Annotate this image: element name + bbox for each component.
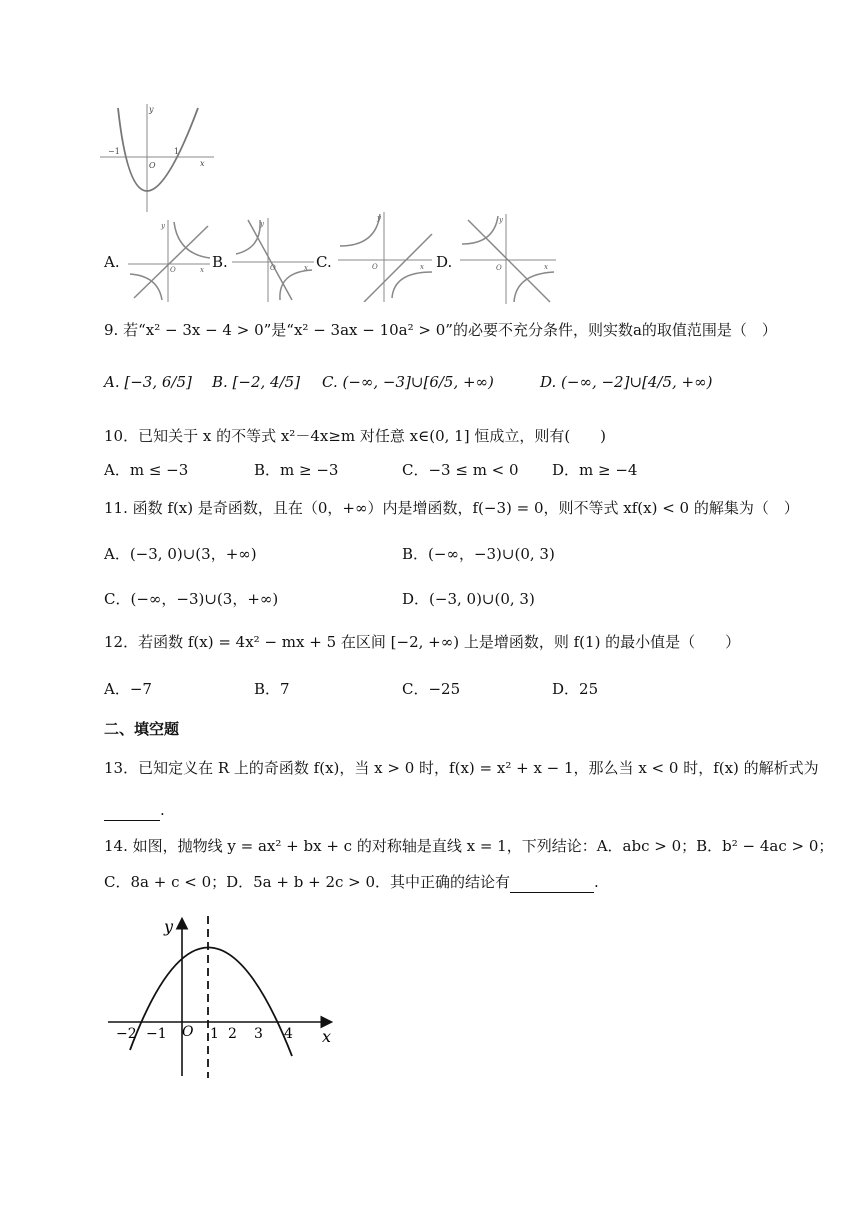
q10-stem: 10．已知关于 x 的不等式 x²－4x≥m 对任意 x∈(0, 1] 恒成立，则有( )	[104, 427, 607, 445]
q12-option-c[interactable]: C．−25	[402, 680, 461, 698]
q14-label-x: x	[322, 1027, 332, 1046]
svg-text:O: O	[170, 266, 176, 274]
q14-stem: 14. 如图，抛物线 y = ax² + bx + c 的对称轴是直线 x = 1，下列结论：A．abc > 0；B．b² − 4ac > 0；	[104, 837, 834, 855]
q8-option-d-graph	[460, 214, 558, 304]
q10-option-d[interactable]: D．m ≥ −4	[552, 461, 638, 479]
q11-stem: 11. 函数 f(x) 是奇函数，且在（0，+∞）内是增函数，f(−3) = 0，则不等式 xf(x) < 0 的解集为（ ）	[104, 499, 799, 517]
svg-text:O: O	[372, 263, 378, 271]
svg-text:x: x	[304, 264, 308, 272]
svg-text:O: O	[270, 264, 276, 272]
q14-stem-line2	[104, 872, 599, 893]
q8-option-d-label[interactable]: D.	[436, 253, 453, 271]
q11-option-c[interactable]: C．(−∞，−3)∪(3，+∞)	[104, 590, 279, 608]
q9-stem: 9. 若“x² − 3x − 4 > 0”是“x² − 3ax − 10a² > 0”的必要不充分条件，则实数a的取值范围是（ ）	[104, 321, 777, 339]
q10-option-c[interactable]: C．−3 ≤ m < 0	[402, 461, 519, 479]
q8-option-b-label[interactable]: B.	[212, 253, 228, 271]
q14-tick-neg2: −2	[116, 1026, 137, 1042]
q13-answer-blank[interactable]	[104, 800, 165, 821]
q12-option-b[interactable]: B．7	[254, 680, 290, 698]
q12-option-a[interactable]: A．−7	[104, 680, 152, 698]
q14-tick-2: 2	[228, 1026, 237, 1042]
q8-option-a-label[interactable]: A.	[104, 253, 120, 271]
q8-option-b-graph	[232, 218, 316, 302]
q11-option-b[interactable]: B．(−∞，−3)∪(0, 3)	[402, 545, 555, 563]
q11-option-d[interactable]: D．(−3, 0)∪(0, 3)	[402, 590, 535, 608]
q9-option-a[interactable]: A. [−3, 6/5]	[104, 373, 192, 391]
q14-tick-4: 4	[284, 1026, 293, 1042]
q14-tail: .	[594, 873, 599, 891]
q14-answer-blank[interactable]	[510, 872, 594, 893]
q14-parabola-graph	[102, 912, 342, 1080]
section-title: 二、填空题	[104, 720, 180, 738]
svg-text:x: x	[544, 263, 548, 271]
q14-label-y: y	[164, 917, 174, 936]
q14-tick-3: 3	[254, 1026, 263, 1042]
q8-label-o: O	[149, 161, 156, 170]
svg-text:x: x	[200, 266, 204, 274]
svg-text:x: x	[420, 263, 424, 271]
q8-label-y: y	[149, 105, 154, 114]
q8-label-one: 1	[174, 147, 180, 156]
q11-option-a[interactable]: A．(−3, 0)∪(3，+∞)	[104, 545, 257, 563]
q10-option-b[interactable]: B．m ≥ −3	[254, 461, 339, 479]
q8-option-c-graph	[338, 212, 434, 302]
q12-option-d[interactable]: D．25	[552, 680, 599, 698]
q12-stem: 12．若函数 f(x) = 4x² − mx + 5 在区间 [−2, +∞) 上是增函数，则 f(1) 的最小值是（ ）	[104, 633, 741, 651]
svg-text:y: y	[260, 220, 264, 228]
svg-text:y: y	[377, 214, 381, 222]
svg-text:y: y	[499, 216, 503, 224]
q8-label-neg1: −1	[108, 147, 120, 156]
svg-text:O: O	[496, 264, 502, 272]
q9-option-c[interactable]: C. (−∞, −3]∪[6/5, +∞)	[322, 373, 494, 391]
q8-label-x: x	[200, 159, 205, 168]
q8-parabola-graph	[100, 104, 220, 214]
q9-option-d[interactable]: D. (−∞, −2]∪[4/5, +∞)	[540, 373, 713, 391]
q8-option-a-graph	[128, 220, 212, 302]
q14-label-o: O	[182, 1024, 194, 1040]
q10-option-a[interactable]: A．m ≤ −3	[104, 461, 189, 479]
q9-option-b[interactable]: B. [−2, 4/5]	[212, 373, 301, 391]
svg-text:y: y	[161, 222, 165, 230]
q13-blank-tail: .	[160, 801, 165, 819]
q13-stem: 13．已知定义在 R 上的奇函数 f(x)，当 x > 0 时，f(x) = x² + x − 1，那么当 x < 0 时，f(x) 的解析式为	[104, 759, 819, 777]
q14-tick-1: 1	[210, 1026, 219, 1042]
q14-tick-neg1: −1	[146, 1026, 167, 1042]
q8-option-c-label[interactable]: C.	[316, 253, 332, 271]
q14-stem-line2-text: C．8a + c < 0；D．5a + b + 2c > 0．其中正确的结论有	[104, 873, 511, 891]
